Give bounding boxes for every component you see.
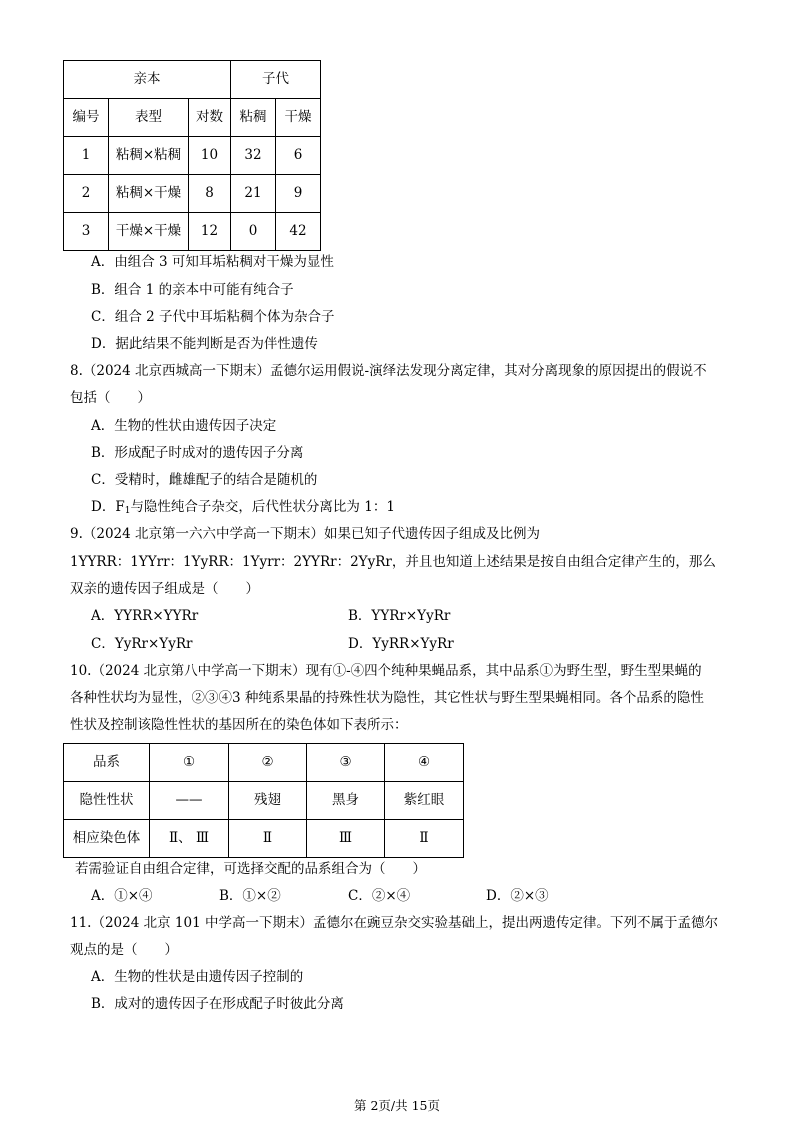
table-cell: 相应染色体 [64,820,150,858]
table-cell: 1 [64,137,109,175]
q11-option-a: A．生物的性状是由遗传因子控制的 [91,969,304,985]
q8-option-c: C．受精时，雌雄配子的结合是随机的 [91,472,318,488]
q9-stem-line3: 双亲的遗传因子组成是（ ） [70,581,259,597]
table-cell: Ⅱ、 Ⅲ [150,820,229,858]
q11-stem-line1: 11.（2024 北京 101 中学高一下期末）孟德尔在豌豆杂交实验基础上，提出两遗传定律。下列不属于孟德尔 [70,915,718,931]
q11-option-b: B．成对的遗传因子在形成配子时彼此分离 [91,996,344,1012]
q10-option-b: B．①×② [219,888,281,904]
table-cell: 0 [231,213,276,251]
table-row [64,61,321,99]
table-cell: 隐性性状 [64,782,150,820]
column-header: 干燥 [276,99,321,137]
table-row [64,744,464,782]
q9-option-c: C．YyRr×YyRr [91,636,193,652]
page-number: 第 2页/共 15页 [353,1098,441,1113]
table-cell: ② [229,744,307,782]
q7-option-c: C．组合 2 子代中耳垢粘稠个体为杂合子 [91,309,335,325]
table-cell: —— [150,782,229,820]
table-cell: 12 [189,213,231,251]
q11-stem-line2: 观点的是（ ） [70,942,178,958]
table-cell: 8 [189,175,231,213]
q7-option-b: B．组合 1 的亲本中可能有纯合子 [91,282,294,298]
table-cell: 42 [276,213,321,251]
column-header: 编号 [64,99,109,137]
table-cell: 6 [276,137,321,175]
column-header: 粘稠 [231,99,276,137]
q8-option-b: B．形成配子时成对的遗传因子分离 [91,445,304,461]
q7-option-d: D．据此结果不能判断是否为伴性遗传 [91,336,318,352]
q10-option-d: D．②×③ [486,888,549,904]
table-row [64,175,321,213]
q9-stem-line2: 1YYRR：1YYrr：1YyRR：1Yyrr：2YYRr：2YyRr，并且也知道上述结果是按自由组合定律产生的，那么 [70,554,716,570]
table-cell: Ⅱ [229,820,307,858]
table-row [64,137,321,175]
q8-option-d [91,501,395,516]
table-row [64,213,321,251]
cross-results-table [63,60,321,251]
q8-option-a: A．生物的性状由遗传因子决定 [91,418,277,434]
q9-stem-line1: 9.（2024 北京第一六六中学高一下期末）如果已知子代遗传因子组成及比例为 [70,526,541,542]
table-cell: 3 [64,213,109,251]
table-cell: ③ [307,744,385,782]
table-cell: ④ [385,744,464,782]
table-cell: 21 [231,175,276,213]
q9-option-b: B．YYRr×YyRr [348,608,451,624]
q10-stem-line3: 性状及控制该隐性性状的基因所在的染色体如下表所示： [70,717,408,733]
q8-stem-line2: 包括（ ） [70,390,151,406]
q10-stem-line2: 各种性状均为显性，②③④3 种纯系果晶的持殊性状为隐性，其它性状与野生型果蝇相同。各个品系的隐性 [70,690,704,706]
q8-option-d-text: 与隐性纯合子杂交，后代性状分离比为 1：1 [130,499,395,515]
table-cell: 粘稠×粘稠 [109,137,189,175]
table-cell: 10 [189,137,231,175]
table-cell: 紫红眼 [385,782,464,820]
table-cell: 32 [231,137,276,175]
table-cell: 粘稠×干燥 [109,175,189,213]
q8-option-d-prefix: D．F [91,499,125,515]
header-parent: 亲本 [64,61,231,99]
q10-option-c: C．②×④ [348,888,411,904]
q8-stem-line1: 8.（2024 北京西城高一下期末）孟德尔运用假说-演绎法发现分离定律，其对分离现象的原因提出的假说不 [70,363,707,379]
q7-option-a: A．由组合 3 可知耳垢粘稠对干燥为显性 [91,254,334,270]
q10-option-a: A．①×④ [91,888,153,904]
table-cell: 2 [64,175,109,213]
table-cell: 干燥×干燥 [109,213,189,251]
table-cell: 黑身 [307,782,385,820]
column-header: 对数 [189,99,231,137]
column-header: 表型 [109,99,189,137]
table-cell: 9 [276,175,321,213]
table-cell: Ⅱ [385,820,464,858]
header-offspring: 子代 [231,61,321,99]
table-row [64,99,321,137]
table-row [64,782,464,820]
q10-question: 若需验证自由组合定律，可选择交配的品系组合为（ ） [75,861,426,877]
table-cell: 品系 [64,744,150,782]
fruit-fly-strain-table [63,743,464,858]
table-row [64,820,464,858]
table-cell: ① [150,744,229,782]
q8-option-d-subscript: 1 [124,506,131,516]
table-cell: Ⅲ [307,820,385,858]
q9-option-d: D．YyRR×YyRr [348,636,454,652]
q9-option-a: A．YYRR×YYRr [91,608,199,624]
table-cell: 残翅 [229,782,307,820]
q10-stem-line1: 10.（2024 北京第八中学高一下期末）现有①-④四个纯种果蝇品系，其中品系①为野生型，野生型果蝇的 [70,663,702,679]
